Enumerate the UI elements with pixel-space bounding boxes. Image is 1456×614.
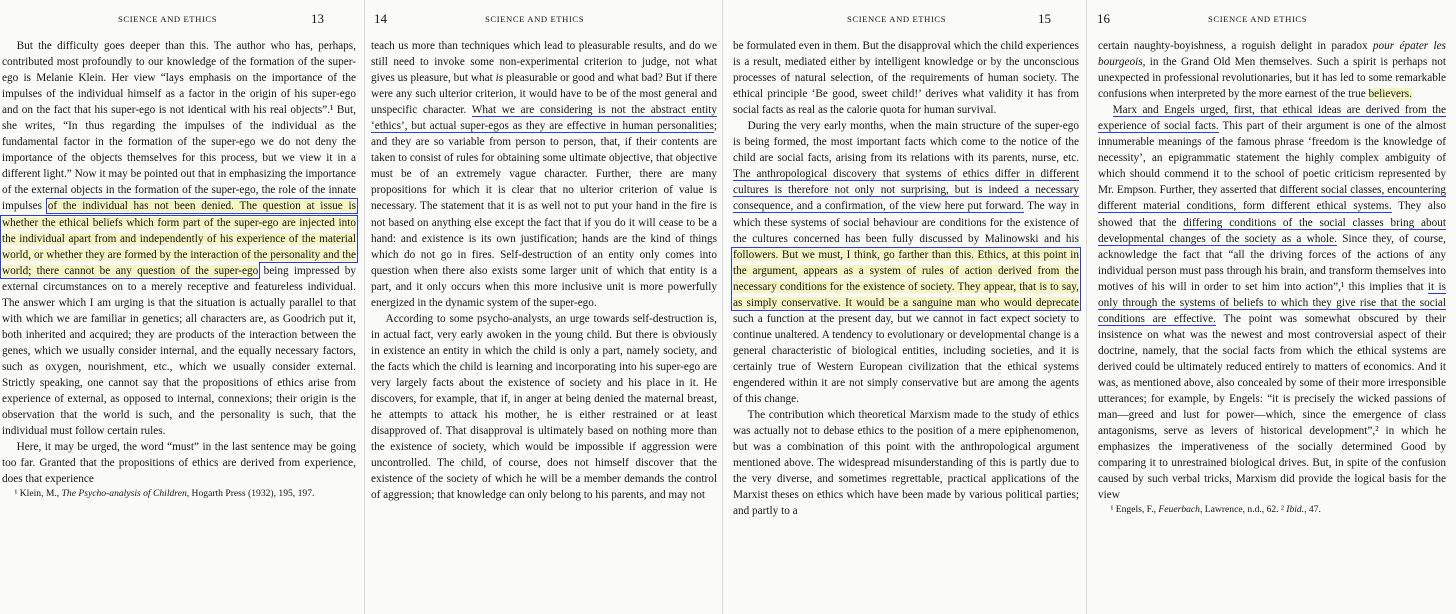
footnote: [1098, 503, 1446, 516]
paragraph: [2, 38, 356, 439]
page-number: 15: [1038, 11, 1051, 26]
text-run: certain naughty-boyishness, a roguish delight in paradox: [1098, 40, 1373, 52]
text-run: The way in which these systems of social behaviour are conditions for the existence of the cultures concerned has been fully discussed by Malinowski and his: [733, 200, 1080, 245]
running-head-title: SCIENCE AND ETHICS: [1208, 14, 1308, 24]
text-run: The Psycho-analysis of Children: [61, 488, 187, 500]
text-run: ; and they are so variable from person to person, that, if their contents are taken to consist of rules for obtaining some ultimate objective, that objective must be of an extremely vague character. Further, there are many propositions for which it is clear that no ulterior criterion of value is necessary. The statement that it is as well not to put your hand in the fire is not based on anything else except the fact that if you do it will cease to be a hand: and existence is its own justification; hands are the kind of things which do not go in fires. Self-destruction of an entity only comes into question when there also exists some larger unit of which that entity is a part, and it only occurs when this more inclusive unit is more powerfully energized in the dynamic system of the super-ego.: [371, 120, 717, 309]
page-number: 16: [1097, 11, 1110, 26]
paragraph: [371, 311, 717, 504]
page-body: [733, 38, 1079, 519]
page-14: [364, 0, 722, 614]
running-head-title: SCIENCE AND ETHICS: [847, 14, 947, 24]
text-run: , Hogarth Press (1932), 195, 197.: [186, 488, 315, 500]
underlined-passage: different social classes, encountering different material conditions, form different ethical systems.: [1098, 184, 1446, 213]
page-body: [2, 38, 356, 500]
page-divider: [722, 0, 723, 614]
underlined-passage: The anthropological discovery that systems of ethics differ in different cultures is therefore not only not surprising, but is indeed a necessary consequence, and a confirmation, of the view here put forward.: [733, 168, 1079, 213]
text-run: But the difficulty goes deeper than this. The author who has, perhaps, contributed most profoundly to our knowledge of the formation of the super-ego is Melanie Klein. Her view “lays emphasis on the importance of the impulses of the individual himself as a factor in the origin of his super-ego and on the fact that his super-ego is not identical with his real objects”.¹ But, she writes, “In thus regarding the impulses of the individual as the fundamental factor in the formation of the super-ego we do not deny the importance of the objects themselves for this process, but we view it in a different light.” Now it may be pointed out that in emphasizing the importance of the external objects in the formation of the super-ego, the role of the innate impulses: [2, 40, 356, 213]
page-number: 13: [311, 11, 324, 26]
text-run: They also showed that the: [1098, 200, 1446, 229]
text-run: The point was somewhat obscured by their insistence on what was the newest and most controversial aspect of their doctrine, namely, that the social facts from which the ethical systems are derived could be ultimately reduced entirely to matters of economics. And it was, as mentioned above, also concealed by some of their more irresponsible utterances; for example, by Engels: “it is precisely the wicked passions of man—greed and lust for power—which, since the emergence of class antagonisms, serve as levers of historical development”,² in which he emphasizes the imperativeness of the socially determined Good by comparing it to unrestrained biological drives. But, in spite of the confusion caused by such verbal tricks, Marxism did provide the logical basis for the view: [1098, 312, 1446, 502]
text-run: such a function at the present day, but we cannot in fact expect society to continue unaltered. A tendency to evolutionary or developmental change is a general characteristic of biological entities, including societies, and it is certainly true of Western European civilization that the ethical systems engendered within it are not simply conservative but are among the agents of this change.: [733, 312, 1079, 406]
paragraph: [733, 407, 1079, 519]
boxed-highlight: of the individual has not been denied. The question at issue is whether the ethical beliefs which form part of the super-ego are injected into the individual apart from and independently of his experience of the material world, or whether they are formed by the interaction of the personality and the world; there cannot be any question of the super-ego: [2, 200, 356, 277]
text-run: , 47.: [1304, 504, 1321, 516]
underlined-passage: it is only through the systems of beliefs to which they give rise that the social conditions are effective.: [1098, 280, 1446, 325]
paragraph: [733, 118, 1079, 407]
page-15: [722, 0, 1086, 614]
page-13: [0, 0, 364, 614]
page-divider: [364, 0, 365, 614]
paragraph: [1098, 38, 1446, 102]
text-run: , Lawrence, n.d., 62. ²: [1199, 504, 1287, 516]
footnote: [2, 487, 356, 500]
text-run: being impressed by external circumstances on to a merely receptive and featureless individual. The answer which I am urging is that the situation is actually parallel to that with which we are familiar in genetics; all characters are, as Goodrich put it, both inherited and acquired; they are products of the interaction between the genes, which we usually consider internal, and the equally necessary factors, such as oxygen, nourishment, etc., which we usually consider external. Strictly speaking, one cannot say that the propositions of ethics arise from experience of external, as opposed to internal, connexions; their origin is the observation that the world is such, and the personality is such, that the individual must follow certain rules.: [2, 264, 357, 438]
text-run: This part of their argument is one of the almost innumerable meanings of the famous phrase ‘freedom is the knowledge of necessity’, an epigrammatic statement the highly complex ambiguity of which should commend it to the school of poetic criticism represented by Mr. Empson. Further, they asserted that: [1098, 120, 1446, 197]
page-body: [1098, 38, 1446, 516]
highlighted-text: believers.: [1368, 88, 1412, 101]
running-head-title: SCIENCE AND ETHICS: [118, 14, 218, 24]
paragraph: [733, 38, 1079, 118]
text-run: , in the Grand Old Men themselves. Such a spirit is perhaps not unexpected in professional revolutionaries, but it has led to some remarkable confusions when interpreted by the more earnest of the true: [1098, 56, 1446, 101]
running-head-title: SCIENCE AND ETHICS: [485, 14, 585, 24]
text-run: Here, it may be urged, the word “must” in the last sentence may be going too far. Granted that the propositions of ethics are derived from experience, does that experience: [2, 441, 356, 486]
text-run: Feuerbach: [1158, 504, 1200, 516]
text-run: is: [495, 72, 504, 85]
underlined-passage: differing conditions of the social classes bring about developmental changes of the society as a whole.: [1098, 216, 1446, 245]
underlined-passage: Marx and Engels urged, first, that ethical ideas are derived from the experience of social facts.: [1098, 104, 1446, 133]
text-run: ¹ Klein, M.,: [14, 488, 62, 500]
page-number: 14: [374, 11, 387, 26]
page-16: [1086, 0, 1456, 614]
text-run: According to some psycho-analysts, an urge towards self-destruction is, in actual fact, very early awoken in the young child. But there is obviously in existence an entity in which the child is only a part, namely society, and the facts which the child is learning and incorporating into his super-ego are very largely facts about the existence of society and his place in it. He discovers, for example, that if, in anger at being denied the maternal breast, he attempts to attack his mother, he is either restrained or at least disapproved of. That disapproval is ultimately based on nothing more than the existence of society, which would be impossible if aggression were uncontrolled. The child, of course, does not himself discover that the existence of the society of which he will be a member demands the control of aggression; that knowledge can only belong to his parents, and may not: [371, 312, 717, 502]
paragraph: [2, 439, 356, 487]
text-run: ¹ Engels, F.,: [1110, 504, 1159, 516]
text-run: teach us more than techniques which lead to pleasurable results, and do we still need to invoke some non-experimental criterion to judge, not what gives us pleasure, but what: [371, 40, 717, 85]
page-body: [371, 38, 717, 503]
text-run: Ibid.: [1286, 504, 1305, 516]
page-divider: [1086, 0, 1087, 614]
text-run: Since they, of course, acknowledge the fact that “all the driving forces of the actions of any individual person must pass through his brain, and transform themselves into motives of his will in order to set him into action”,¹ this implies that: [1098, 232, 1446, 293]
paragraph: [1098, 102, 1446, 503]
text-run: The contribution which theoretical Marxism made to the study of ethics was actually not to debase ethics to the position of a mere epiphenomenon, but was a combination of this point with the anthropological argument mentioned above. The widespread misunderstanding of this is partly due to the very diverse, and sometimes regrettable, practical applications of the Marxist theses on ethics which have been made by various political parties; and partly to a: [733, 409, 1079, 518]
underlined-passage: What we are considering is not the abstract entity ‘ethics’, but actual super-egos as they are effective in human personalities: [371, 104, 717, 133]
text-run: pleasurable or good and what bad? But if there were any such ulterior criterion, it would have to be of the most general and unspecific character.: [371, 72, 717, 117]
text-run: During the very early months, when the main structure of the super-ego is being formed, the most important facts which come to the notice of the child are social facts, arising from its relations with its parents, nurse, etc.: [733, 120, 1079, 165]
text-run: be formulated even in them. But the disapproval which the child experiences is a result, mediated either by intelligent knowledge or by the unconscious processes of natural selection, of the requirements of human society. The ethical principle ‘Be good, sweet child!’ derives what validity it has from social facts as real as the calorie quota for human survival.: [733, 40, 1079, 117]
text-run: pour épater les bourgeois: [1098, 40, 1446, 69]
paragraph: [371, 38, 717, 311]
boxed-highlight: followers. But we must, I think, go farther than this. Ethics, at this point in the argument, appears as a system of rules of action derived from the necessary conditions for the existence of society. They appear, that is to say, as simply conservative. It would be a sanguine man who would deprecate: [733, 248, 1079, 309]
